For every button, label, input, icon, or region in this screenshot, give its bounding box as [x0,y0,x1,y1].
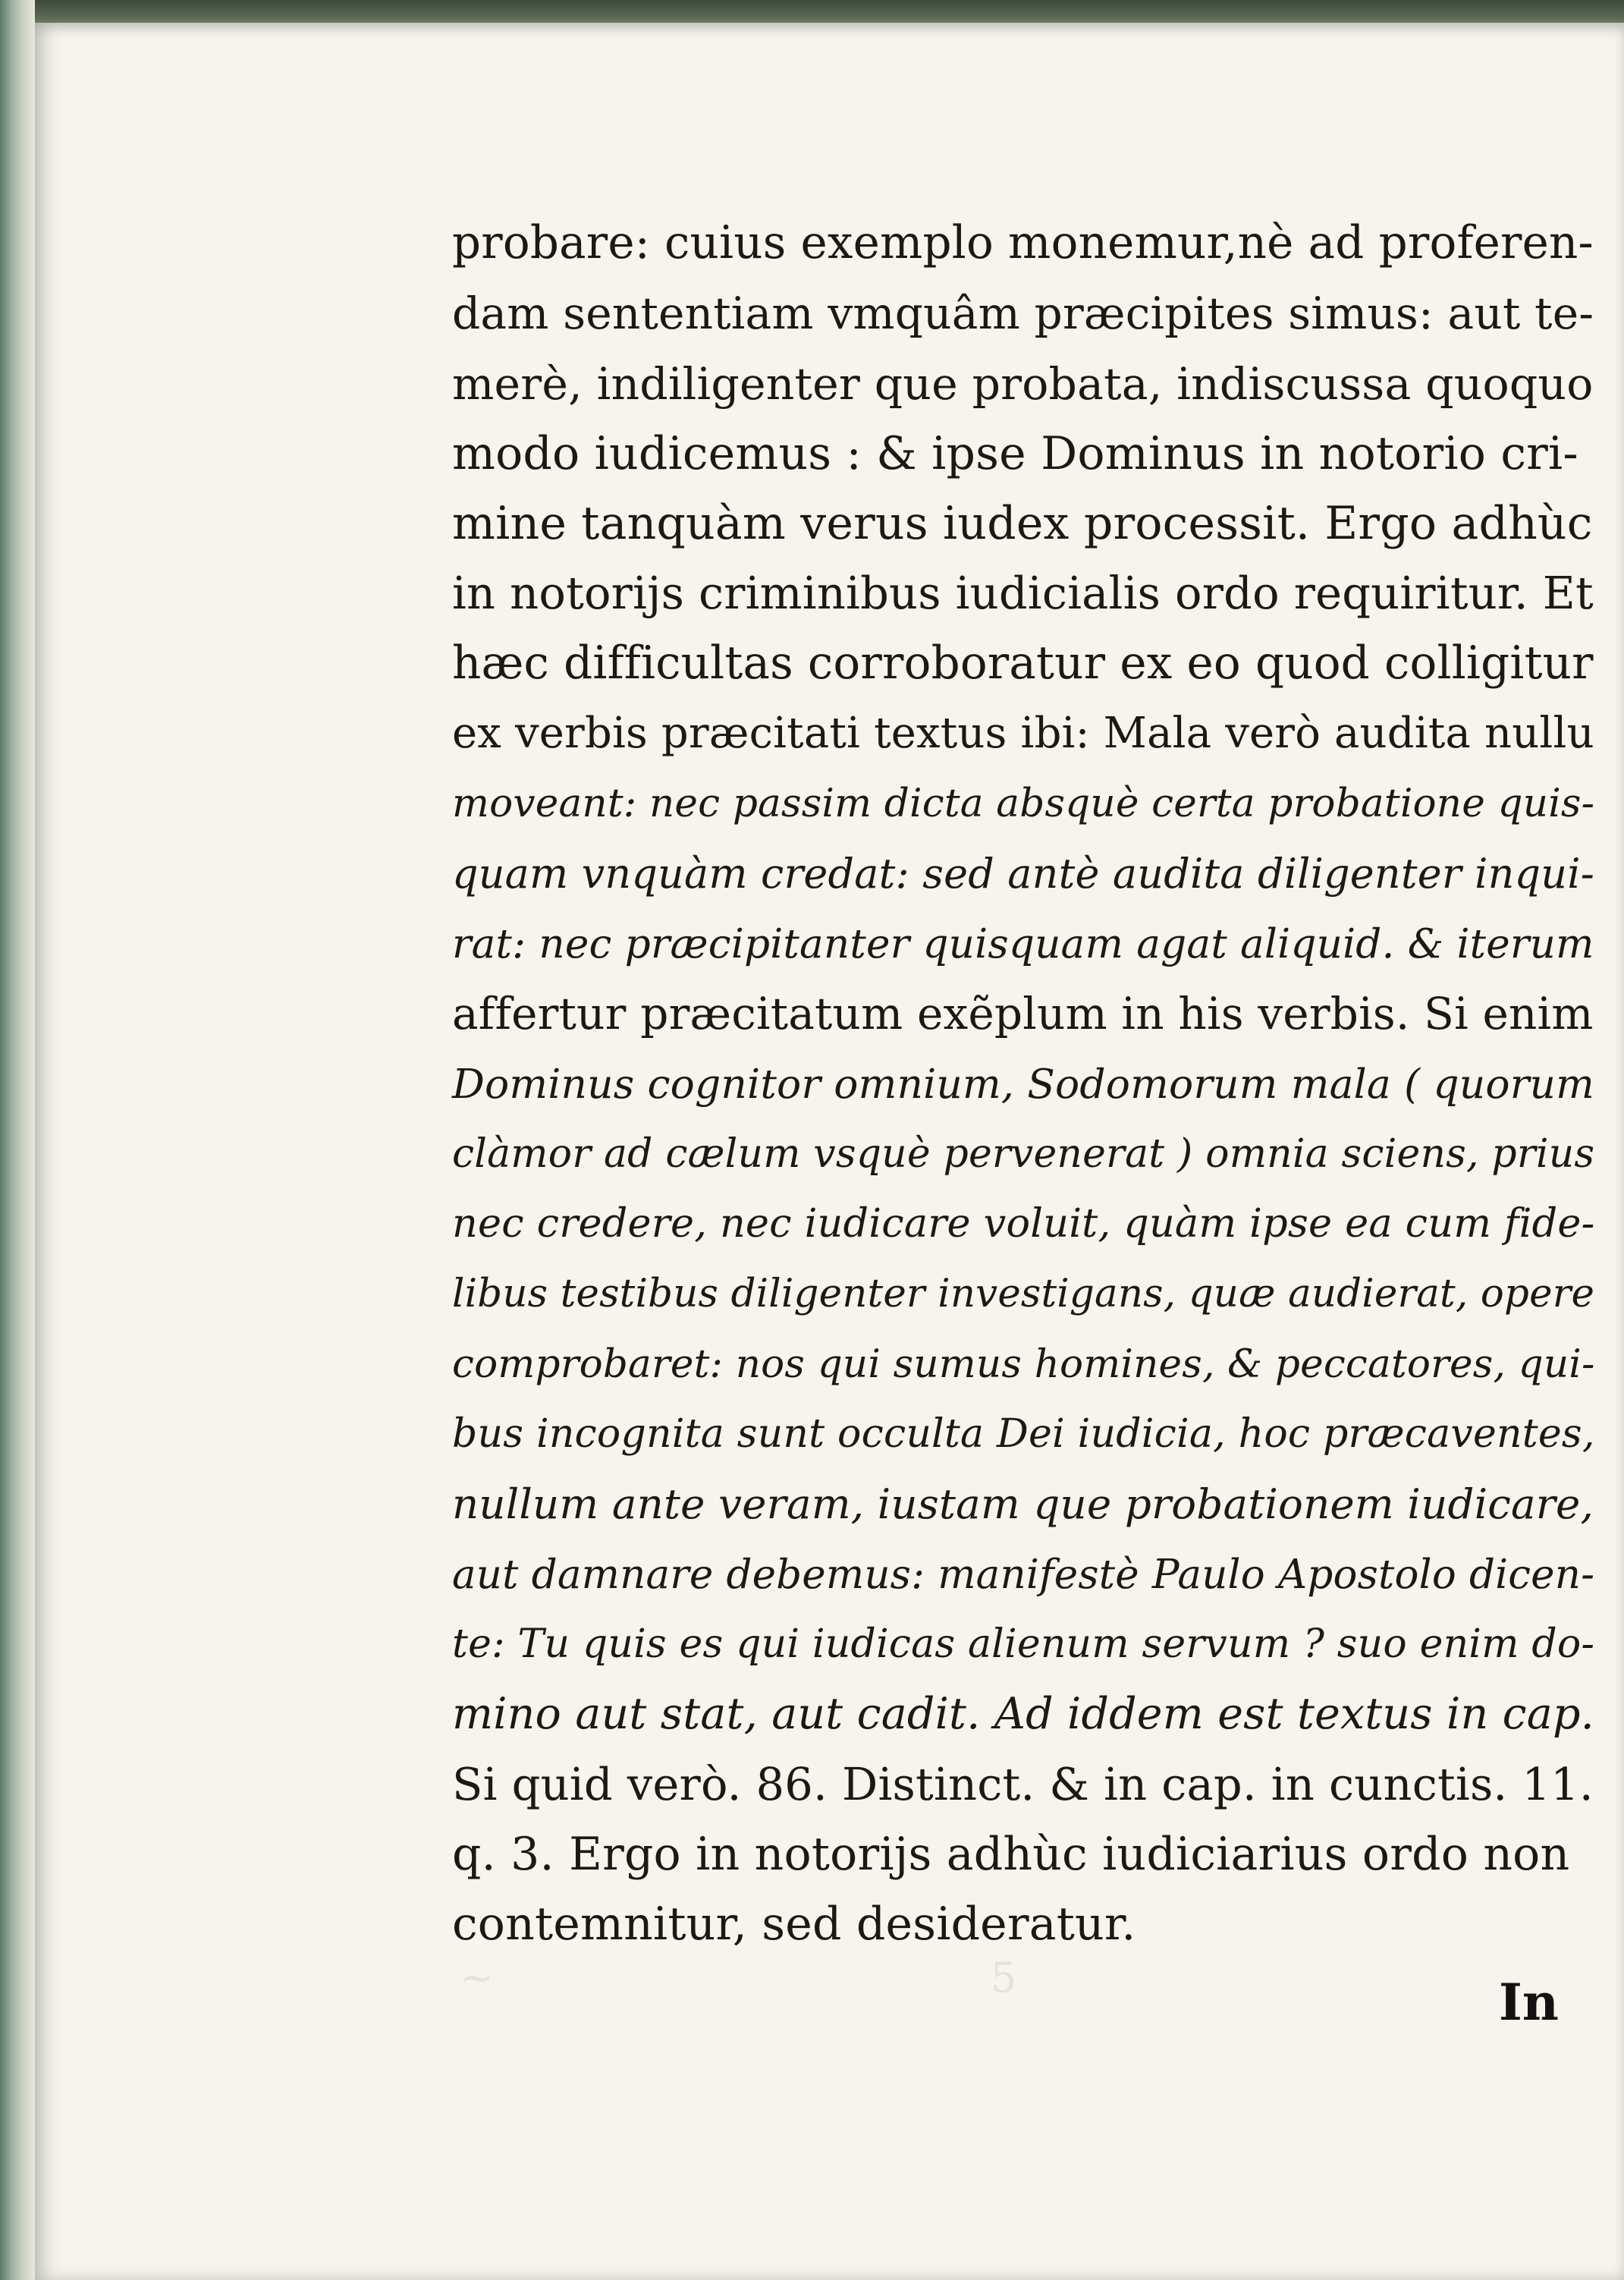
text-line: ex verbis præcitati textus ibi: Mala verò audita nullu [452,709,1594,759]
text-line: affertur præcitatum exẽplum in his verbis. Si enim [452,988,1594,1040]
text-line: te: Tu quis es qui iudicas alienum servum ? suo enim do- [452,1621,1595,1667]
catchword: In [1499,1973,1559,2032]
book-page [35,23,1624,2280]
show-through-mark: ~ [460,1954,495,2002]
text-line: clàmor ad cælum vsquè pervenerat ) omnia sciens, prius [452,1131,1595,1177]
body-text [452,209,1594,1959]
text-line: nullum ante veram, iustam que probationem iudicare, [452,1480,1594,1529]
text-line: aut damnare debemus: manifestè Paulo Apostolo dicen- [452,1550,1595,1598]
text-line: mino aut stat, aut cadit. Ad iddem est textus in cap. [452,1689,1594,1740]
text-line: bus incognita sunt occulta Dei iudicia, hoc præcaventes, [452,1411,1595,1458]
text-line: hæc difficultas corroboratur ex eo quod colligitur [452,637,1594,690]
text-line: probare: cuius exemplo monemur,nè ad proferen- [452,217,1594,269]
text-line: nec credere, nec iudicare voluit, quàm ipse ea cum fide- [452,1200,1595,1247]
text-line: Dominus cognitor omnium, Sodomorum mala ( quorum [452,1059,1594,1108]
text-line: modo iudicemus : & ipse Dominus in notorio cri- [452,426,1578,480]
text-line: dam sententiam vmquâm præcipites simus: aut te- [452,288,1594,340]
text-line: quam vnquàm credat: sed antè audita diligenter inqui- [452,849,1595,898]
binding-left-edge [0,0,35,2280]
text-line: contemnitur, sed desideratur. [452,1898,1136,1951]
text-line: in notorijs criminibus iudicialis ordo requiritur. Et [452,567,1594,620]
text-line: libus testibus diligenter investigans, quæ audierat, opere [452,1271,1595,1317]
text-line: merè, indiligenter que probata, indiscussa quoquo [452,357,1594,410]
text-line: moveant: nec passim dicta absquè certa probatione quis- [452,781,1595,827]
text-line: rat: nec præcipitanter quisquam agat aliquid. & iterum [452,920,1594,967]
text-line: q. 3. Ergo in notorijs adhùc iudiciarius ordo non [452,1827,1570,1881]
show-through-mark: 5 [991,1954,1017,2002]
text-line: mine tanquàm verus iudex processit. Ergo adhùc [452,497,1593,551]
text-line: Si quid verò. 86. Distinct. & in cap. in cunctis. 11. [452,1757,1594,1810]
text-line: comprobaret: nos qui sumus homines, & peccatores, qui- [452,1341,1595,1387]
